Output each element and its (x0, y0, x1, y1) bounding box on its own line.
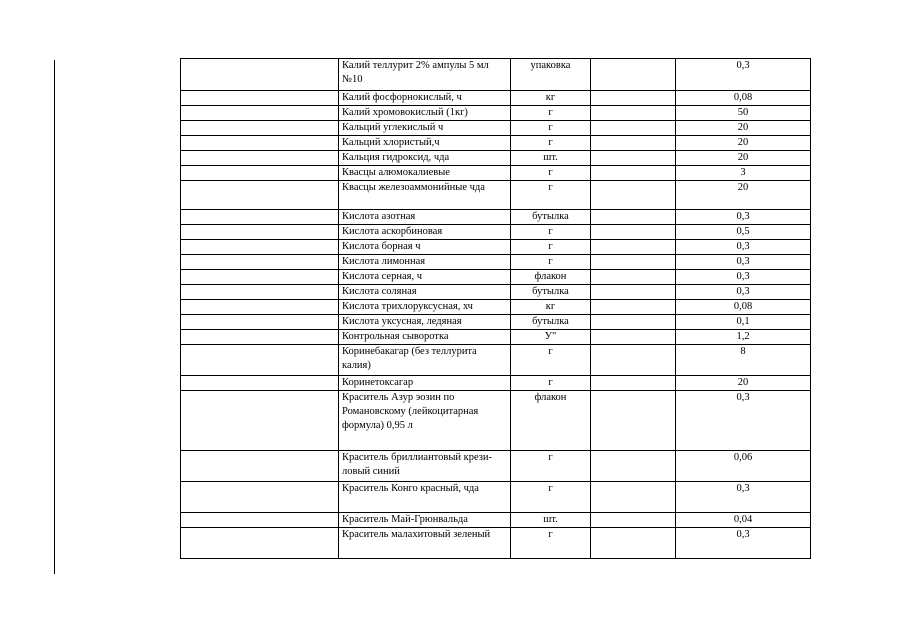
quantity-cell: 0,04 (676, 513, 811, 528)
quantity-cell: 20 (676, 136, 811, 151)
quantity-cell: 0,3 (676, 482, 811, 513)
reagent-name-cell: Калий хромовокислый (1кг) (339, 106, 511, 121)
table-row (181, 106, 811, 121)
unit-cell: кг (511, 91, 591, 106)
blank-cell (181, 528, 339, 559)
quantity-cell: 0,3 (676, 528, 811, 559)
reagent-name-cell: Кислота серная, ч (339, 270, 511, 285)
quantity-cell: 20 (676, 181, 811, 210)
empty-cell (591, 528, 676, 559)
empty-cell (591, 225, 676, 240)
unit-cell: г (511, 106, 591, 121)
quantity-cell: 0,3 (676, 210, 811, 225)
table-row (181, 255, 811, 270)
unit-cell: бутылка (511, 315, 591, 330)
table-row (181, 121, 811, 136)
empty-cell (591, 345, 676, 376)
empty-cell (591, 376, 676, 391)
unit-cell: шт. (511, 513, 591, 528)
empty-cell (591, 166, 676, 181)
unit-cell: упаковка (511, 59, 591, 91)
empty-cell (591, 330, 676, 345)
blank-cell (181, 166, 339, 181)
unit-cell: кг (511, 300, 591, 315)
empty-cell (591, 136, 676, 151)
quantity-cell: 0,1 (676, 315, 811, 330)
blank-cell (181, 376, 339, 391)
quantity-cell: 20 (676, 376, 811, 391)
reagent-name-cell: Кислота азотная (339, 210, 511, 225)
reagent-name-cell: Квасцы алюмокалиевые (339, 166, 511, 181)
blank-cell (181, 181, 339, 210)
reagents-table (180, 58, 811, 559)
reagent-name-cell: Коринетоксагар (339, 376, 511, 391)
unit-cell: г (511, 451, 591, 482)
quantity-cell: 0,3 (676, 285, 811, 300)
unit-cell: г (511, 166, 591, 181)
table-row (181, 270, 811, 285)
quantity-cell: 0,3 (676, 255, 811, 270)
empty-cell (591, 300, 676, 315)
reagent-name-cell: Калий фосфорнокислый, ч (339, 91, 511, 106)
blank-cell (181, 136, 339, 151)
unit-cell: г (511, 181, 591, 210)
empty-cell (591, 451, 676, 482)
table-row (181, 151, 811, 166)
table-row (181, 59, 811, 91)
quantity-cell: 0,3 (676, 240, 811, 255)
reagent-name-cell: Кислота трихлоруксусная, хч (339, 300, 511, 315)
unit-cell: г (511, 345, 591, 376)
blank-cell (181, 106, 339, 121)
table-row (181, 210, 811, 225)
table-row (181, 513, 811, 528)
empty-cell (591, 285, 676, 300)
empty-cell (591, 181, 676, 210)
blank-cell (181, 300, 339, 315)
reagent-name-cell: Краситель бриллиантовый крези-ловый синий (339, 451, 511, 482)
table-row (181, 315, 811, 330)
reagent-name-cell: Кислота соляная (339, 285, 511, 300)
quantity-cell: 0,5 (676, 225, 811, 240)
reagent-name-cell: Краситель Конго красный, чда (339, 482, 511, 513)
reagent-name-cell: Коринебакагар (без теллурита калия) (339, 345, 511, 376)
empty-cell (591, 270, 676, 285)
table-row (181, 345, 811, 376)
unit-cell: бутылка (511, 285, 591, 300)
empty-cell (591, 91, 676, 106)
blank-cell (181, 513, 339, 528)
quantity-cell: 0,3 (676, 391, 811, 451)
unit-cell: г (511, 225, 591, 240)
reagent-name-cell: Кальций хлористый,ч (339, 136, 511, 151)
unit-cell: флакон (511, 391, 591, 451)
blank-cell (181, 315, 339, 330)
reagent-name-cell: Кислота аскорбиновая (339, 225, 511, 240)
reagent-name-cell: Контрольная сыворотка (339, 330, 511, 345)
table-row (181, 391, 811, 451)
empty-cell (591, 513, 676, 528)
table-row (181, 240, 811, 255)
reagent-name-cell: Кислота уксусная, ледяная (339, 315, 511, 330)
table-row (181, 300, 811, 315)
empty-cell (591, 59, 676, 91)
table-row (181, 166, 811, 181)
blank-cell (181, 330, 339, 345)
table-row (181, 91, 811, 106)
blank-cell (181, 151, 339, 166)
reagent-name-cell: Краситель малахитовый зеленый (339, 528, 511, 559)
blank-cell (181, 59, 339, 91)
blank-cell (181, 210, 339, 225)
reagent-name-cell: Калий теллурит 2% ампулы 5 мл №10 (339, 59, 511, 91)
unit-cell: г (511, 528, 591, 559)
unit-cell: г (511, 482, 591, 513)
empty-cell (591, 106, 676, 121)
empty-cell (591, 255, 676, 270)
table-row (181, 451, 811, 482)
reagent-name-cell: Кислота лимонная (339, 255, 511, 270)
blank-cell (181, 225, 339, 240)
blank-cell (181, 255, 339, 270)
table-row (181, 136, 811, 151)
blank-cell (181, 451, 339, 482)
unit-cell: г (511, 136, 591, 151)
blank-cell (181, 91, 339, 106)
blank-cell (181, 240, 339, 255)
quantity-cell: 20 (676, 121, 811, 136)
quantity-cell: 0,06 (676, 451, 811, 482)
table-row (181, 330, 811, 345)
unit-cell: У" (511, 330, 591, 345)
reagent-name-cell: Квасцы железоаммонийные чда (339, 181, 511, 210)
reagent-name-cell: Кальций углекислый ч (339, 121, 511, 136)
quantity-cell: 0,3 (676, 270, 811, 285)
table-row (181, 482, 811, 513)
empty-cell (591, 121, 676, 136)
quantity-cell: 0,08 (676, 300, 811, 315)
reagents-table-body (181, 59, 811, 559)
table-row (181, 225, 811, 240)
reagent-name-cell: Кислота борная ч (339, 240, 511, 255)
table-row (181, 528, 811, 559)
unit-cell: флакон (511, 270, 591, 285)
blank-cell (181, 345, 339, 376)
quantity-cell: 0,08 (676, 91, 811, 106)
quantity-cell: 20 (676, 151, 811, 166)
quantity-cell: 3 (676, 166, 811, 181)
unit-cell: бутылка (511, 210, 591, 225)
table-row (181, 376, 811, 391)
empty-cell (591, 210, 676, 225)
unit-cell: шт. (511, 151, 591, 166)
reagent-name-cell: Кальция гидроксид, чда (339, 151, 511, 166)
quantity-cell: 50 (676, 106, 811, 121)
empty-cell (591, 482, 676, 513)
blank-cell (181, 285, 339, 300)
quantity-cell: 8 (676, 345, 811, 376)
unit-cell: г (511, 240, 591, 255)
page-margin-line (54, 60, 55, 574)
reagent-name-cell: Краситель Май-Грюнвальда (339, 513, 511, 528)
empty-cell (591, 151, 676, 166)
table-row (181, 181, 811, 210)
unit-cell: г (511, 121, 591, 136)
blank-cell (181, 270, 339, 285)
quantity-cell: 0,3 (676, 59, 811, 91)
table-row (181, 285, 811, 300)
unit-cell: г (511, 255, 591, 270)
empty-cell (591, 391, 676, 451)
empty-cell (591, 240, 676, 255)
unit-cell: г (511, 376, 591, 391)
reagent-name-cell: Краситель Азур эозин по Романовскому (лейкоцитарная формула) 0,95 л (339, 391, 511, 451)
blank-cell (181, 121, 339, 136)
quantity-cell: 1,2 (676, 330, 811, 345)
blank-cell (181, 391, 339, 451)
empty-cell (591, 315, 676, 330)
blank-cell (181, 482, 339, 513)
